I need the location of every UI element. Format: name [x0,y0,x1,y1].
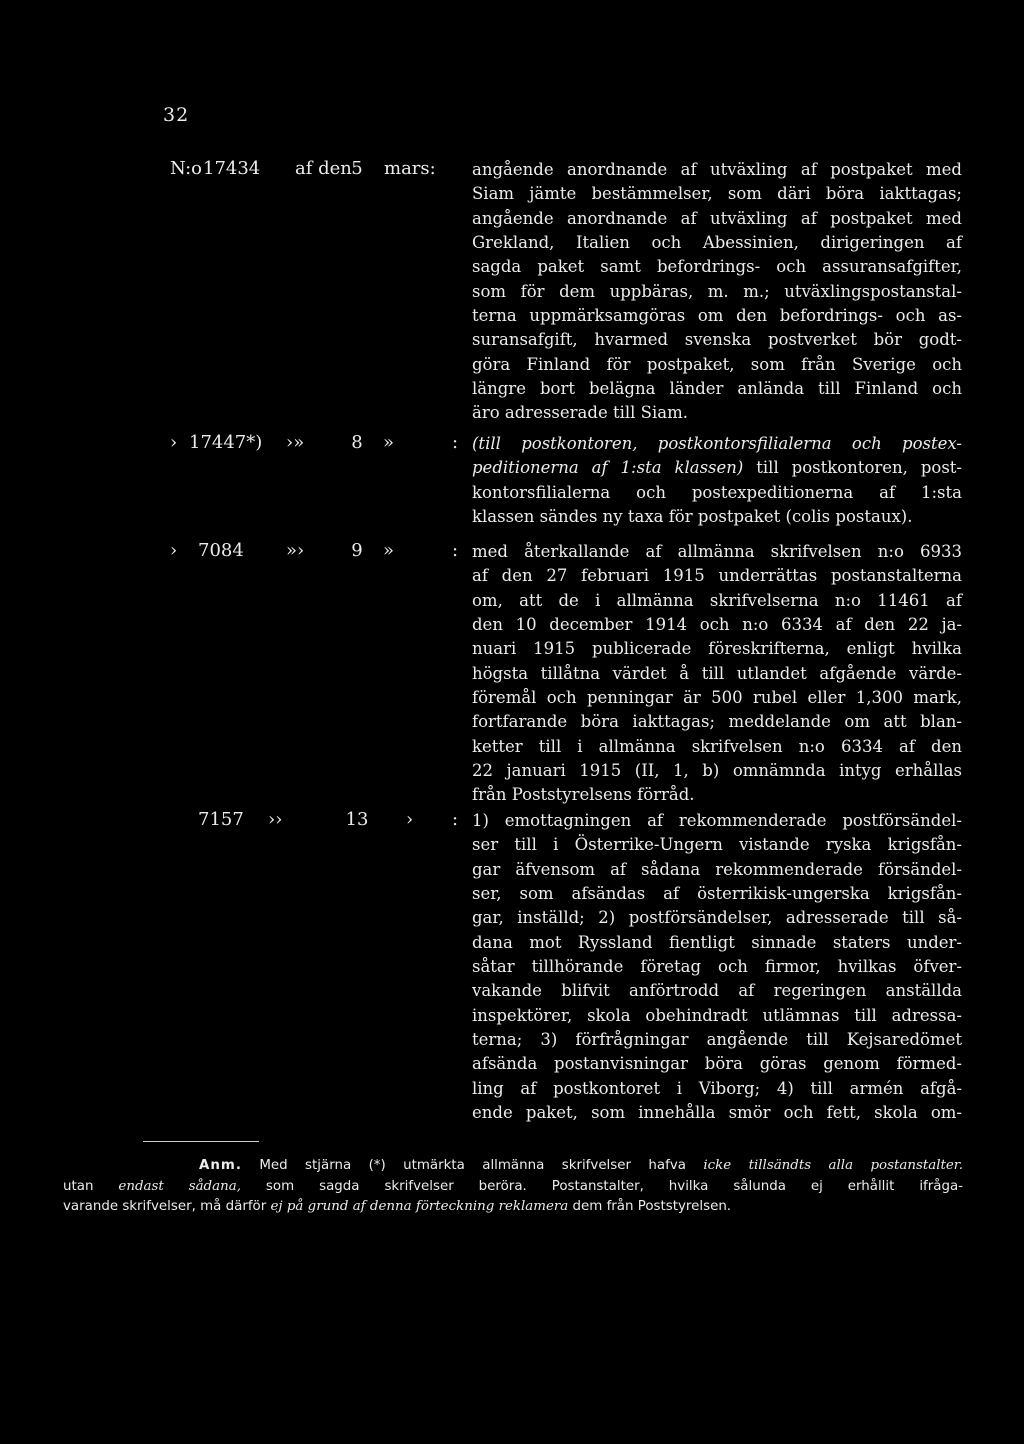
text-line: klassen sändes ny taxa för postpaket (colis postaux). [472,507,913,527]
text-line: (till postkontoren, postkontorsfilialerna och postex- [472,434,962,453]
text-line: äro adresserade till Siam. [472,403,688,423]
text-line: ser till i Österrike-Ungern vistande ryska krigsfån- [472,835,962,855]
entry-number: 7084 [198,540,244,561]
footnote-text: utan [63,1178,119,1194]
text-line: terna uppmärksamgöras om den befordrings- och as- [472,306,962,326]
text-line: sagda paket samt befordrings- och assuransafgifter, [472,257,962,277]
entry-colon: : [452,540,459,561]
text-line: Grekland, Italien och Abessinien, dirigeringen af [472,233,962,253]
entry-day: 9 [351,540,363,561]
text-line: såtar tillhörande företag och firmor, hvilkas öfver- [472,957,962,977]
footnote-italic: endast sådana, [118,1178,241,1194]
text-line: som för dem uppbäras, m. m.; utväxlingspostanstal- [472,281,962,301]
entry-number: 7157 [198,809,244,830]
text-line: kontorsfilialerna och postexpeditionerna af 1:sta [472,482,962,502]
entry-text [472,809,962,1125]
footnote-line [63,1177,963,1198]
text-line: den 10 december 1914 och n:o 6334 af den 22 ja- [472,615,962,635]
text-line: ketter till i allmänna skrifvelsen n:o 6334 af den [472,736,962,756]
entry-af-den: af den [295,158,352,179]
text-line: 22 januari 1915 (II, 1, b) omnämnda intyg erhållas [472,761,962,781]
entry-af-den: »› [286,540,305,561]
text-line: föremål och penningar är 500 rubel eller 1,300 mark, [472,688,962,708]
entry-text [472,540,962,808]
text-line: ser, som afsändas af österrikisk-ungerska krigsfån- [472,884,962,904]
footnote-italic: icke tillsändts alla postanstalter. [703,1158,963,1173]
entry-af-den: ›» [286,432,305,453]
text-line: gar, inställd; 2) postförsändelser, adresserade till så- [472,908,962,928]
entry-number: 17447*) [189,432,263,453]
text-line: Siam jämte bestämmelser, som däri böra iakttagas; [472,184,962,204]
text-line: från Poststyrelsens förråd. [472,785,695,805]
footnote-text: Med stjärna (*) utmärkta allmänna skrifvelser hafva [241,1158,704,1173]
entry-no-label: N:o [170,158,203,179]
entry-day: 13 [345,809,369,830]
footnote-anm: Anm. [199,1158,242,1173]
text-line: göra Finland för postpaket, som från Sverige och [472,354,962,374]
entry-text [472,158,962,426]
text-line: om, att de i allmänna skrifvelserna n:o 11461 af [472,590,962,610]
entry-no-label: › [170,540,178,561]
footnote-text: som sagda skrifvelser beröra. Postanstalter, hvilka sålunda ej erhållit ifråga- [240,1178,964,1194]
footnote-italic: ej på grund af denna förteckning reklamera [270,1199,569,1215]
footnote-divider [143,1141,259,1142]
footnote-text: varande skrifvelser, må därför [63,1199,271,1215]
text-line: gar äfvensom af sådana rekommenderade försändel- [472,859,962,879]
entry-month: mars: [384,158,436,179]
entry-month: » [383,432,395,453]
entry-day: 5 [351,158,363,179]
entry-af-den: ›› [268,809,283,830]
text-line: angående anordnande af utväxling af postpaket med [472,208,962,228]
entry-colon: : [452,809,459,830]
text-line: vakande blifvit anförtrodd af regeringen anställda [472,981,962,1001]
entry-colon: : [452,432,459,453]
text-line [472,456,962,480]
text-line: 1) emottagningen af rekommenderade postförsändel- [472,811,962,830]
footnote [63,1156,963,1218]
text-line: längre bort belägna länder anlända till Finland och [472,379,962,399]
text-line: terna; 3) förfrågningar angående till Kejsaredömet [472,1030,962,1050]
text-line: inspektörer, skola obehindradt utlämnas till adressa- [472,1005,962,1025]
text-line: fortfarande böra iakttagas; meddelande om att blan- [472,712,962,732]
text-line: angående anordnande af utväxling af postpaket med [472,160,962,179]
entry-number: 17434 [203,158,261,179]
text-roman: till postkontoren, post- [743,458,962,478]
page-number: 32 [163,104,190,126]
footnote-line [63,1156,963,1177]
text-line: ende paket, som innehålla smör och fett, skola om- [472,1103,962,1123]
entry-day: 8 [351,432,363,453]
text-line: suransafgift, hvarmed svenska postverket bör godt- [472,330,962,350]
text-line: afsända postanvisningar böra göras genom förmed- [472,1054,962,1074]
text-line: dana mot Ryssland fientligt sinnade staters under- [472,932,962,952]
text-italic: peditionerna af 1:sta klassen) [472,458,744,478]
text-line: nuari 1915 publicerade föreskrifterna, enligt hvilka [472,639,962,659]
footnote-text: dem från Poststyrelsen. [568,1199,732,1215]
entry-month: » [383,540,395,561]
entry-month: › [406,809,414,830]
entry-no-label: › [170,432,178,453]
text-line: ling af postkontoret i Viborg; 4) till armén afgå- [472,1078,962,1098]
text-line: med återkallande af allmänna skrifvelsen n:o 6933 [472,542,962,561]
text-line: högsta tillåtna värdet å till utlandet afgående värde- [472,663,962,683]
entry-text [472,432,962,529]
footnote-line [63,1197,963,1218]
text-line: af den 27 februari 1915 underrättas postanstalterna [472,566,962,586]
